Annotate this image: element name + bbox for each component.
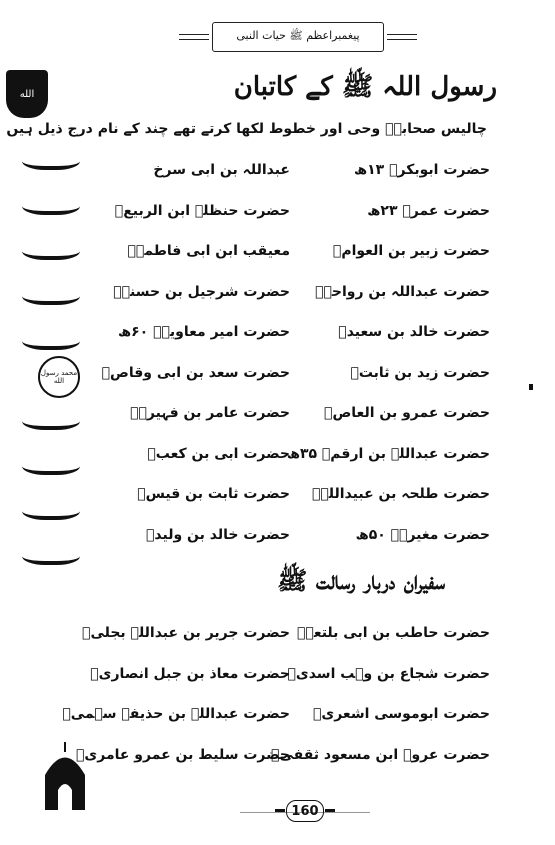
emblem-text: الله [19,88,35,100]
banner-ornament-right [387,34,417,40]
header-banner-text: پیغمبراعظم ﷺ حیات النبی [236,29,360,42]
scribe-name: حضرت عامر بن فہیرہؓ [130,405,290,421]
envoy-name: حضرت حاطب بن ابی بلتعہؓ [297,625,490,641]
seal-text: محمد رسول الله [40,369,78,385]
scribe-name: حضرت امیر معاویہؓ ۶۰ھ [118,324,290,340]
scribe-name: حضرت زید بن ثابتؓ [350,365,490,381]
scribe-name: حضرت حنظلہ ابن الربیعؓ [114,203,290,219]
scribe-name: حضرت خالد بن ولیدؓ [146,527,290,543]
calligraphy-stroke [22,328,80,350]
list-item [90,527,490,555]
list-item [62,706,490,734]
list-item [90,162,490,190]
header-banner [212,22,384,52]
calligraphy-stroke [22,283,80,305]
list-item [90,243,490,271]
corner-emblem [6,70,48,118]
list-item [90,405,490,433]
section-title-scribes: رسول اللہ ﷺ کے کاتبان [233,72,497,102]
scribe-name: حضرت مغیرہؓ ۵۰ھ [355,527,490,543]
scribe-name: حضرت عمرؓ ۲۳ھ [367,203,490,219]
envoy-name: حضرت معاذ بن جبل انصاریؓ [90,666,290,682]
scribe-name: حضرت ثابت بن قیسؓ [137,486,290,502]
calligraphy-stroke [22,193,80,215]
banner-ornament-left [179,34,209,40]
page-number-text: 160 [291,803,319,819]
scribe-name: حضرت ابوبکرؓ ۱۳ھ [354,162,490,178]
calligraphy-stroke [22,543,80,565]
scribe-name: حضرت سعد بن ابی وقاصؓ [101,365,290,381]
section-title-envoys: سفیران دربار رسالت ﷺ [277,566,445,595]
list-item [90,365,490,393]
scribe-name: حضرت طلحہ بن عبیداللہؓ [312,486,490,502]
list-item [90,203,490,231]
scribe-name: حضرت عبداللہ بن رواحہؓ [315,284,490,300]
scribe-name: حضرت عبداللہ بن ارقمؓ ۳۵ھ [286,446,490,462]
prophet-seal [38,356,80,398]
envoy-name: حضرت سلیط بن عمرو عامریؓ [76,747,290,763]
scribe-name: معیقب ابن ابی فاطمہؓ [127,243,290,259]
envoy-name: حضرت ابوموسی اشعریؓ [312,706,490,722]
calligraphy-stroke [22,498,80,520]
scribe-name: حضرت ابی بن کعبؓ [147,446,290,462]
calligraphy-stroke [22,148,80,170]
envoy-name: حضرت عروہ ابن مسعود ثقفیؓ [271,747,490,763]
scribe-name: حضرت شرجیل بن حسنہؓ [113,284,290,300]
scribe-name: حضرت خالد بن سعیدؓ [338,324,490,340]
scribe-name: حضرت عمرو بن العاصؓ [324,405,490,421]
list-item [82,625,490,653]
scribe-name: حضرت زبیر بن العوامؓ [332,243,490,259]
envoy-name: حضرت جریر بن عبداللہ بجلیؓ [82,625,290,641]
calligraphy-stroke [22,408,80,430]
list-item [90,486,490,514]
list-item [76,747,490,775]
list-item [90,446,490,474]
list-item [90,324,490,352]
list-item [90,666,490,694]
list-item [90,284,490,312]
calligraphy-stroke [22,238,80,260]
margin-mark [529,384,533,390]
envoy-name: حضرت شجاع بن وہب اسدیؓ [287,666,490,682]
scribe-name: عبداللہ بن ابی سرخ [153,162,290,178]
calligraphy-stroke [22,453,80,475]
page-number [286,800,324,822]
envoy-name: حضرت عبداللہ بن حذیفہ سہمیؓ [62,706,290,722]
intro-text: چالیس صحابہؓ وحی اور خطوط لکھا کرتے تھے چند کے نام درج ذیل ہیں [6,121,487,137]
